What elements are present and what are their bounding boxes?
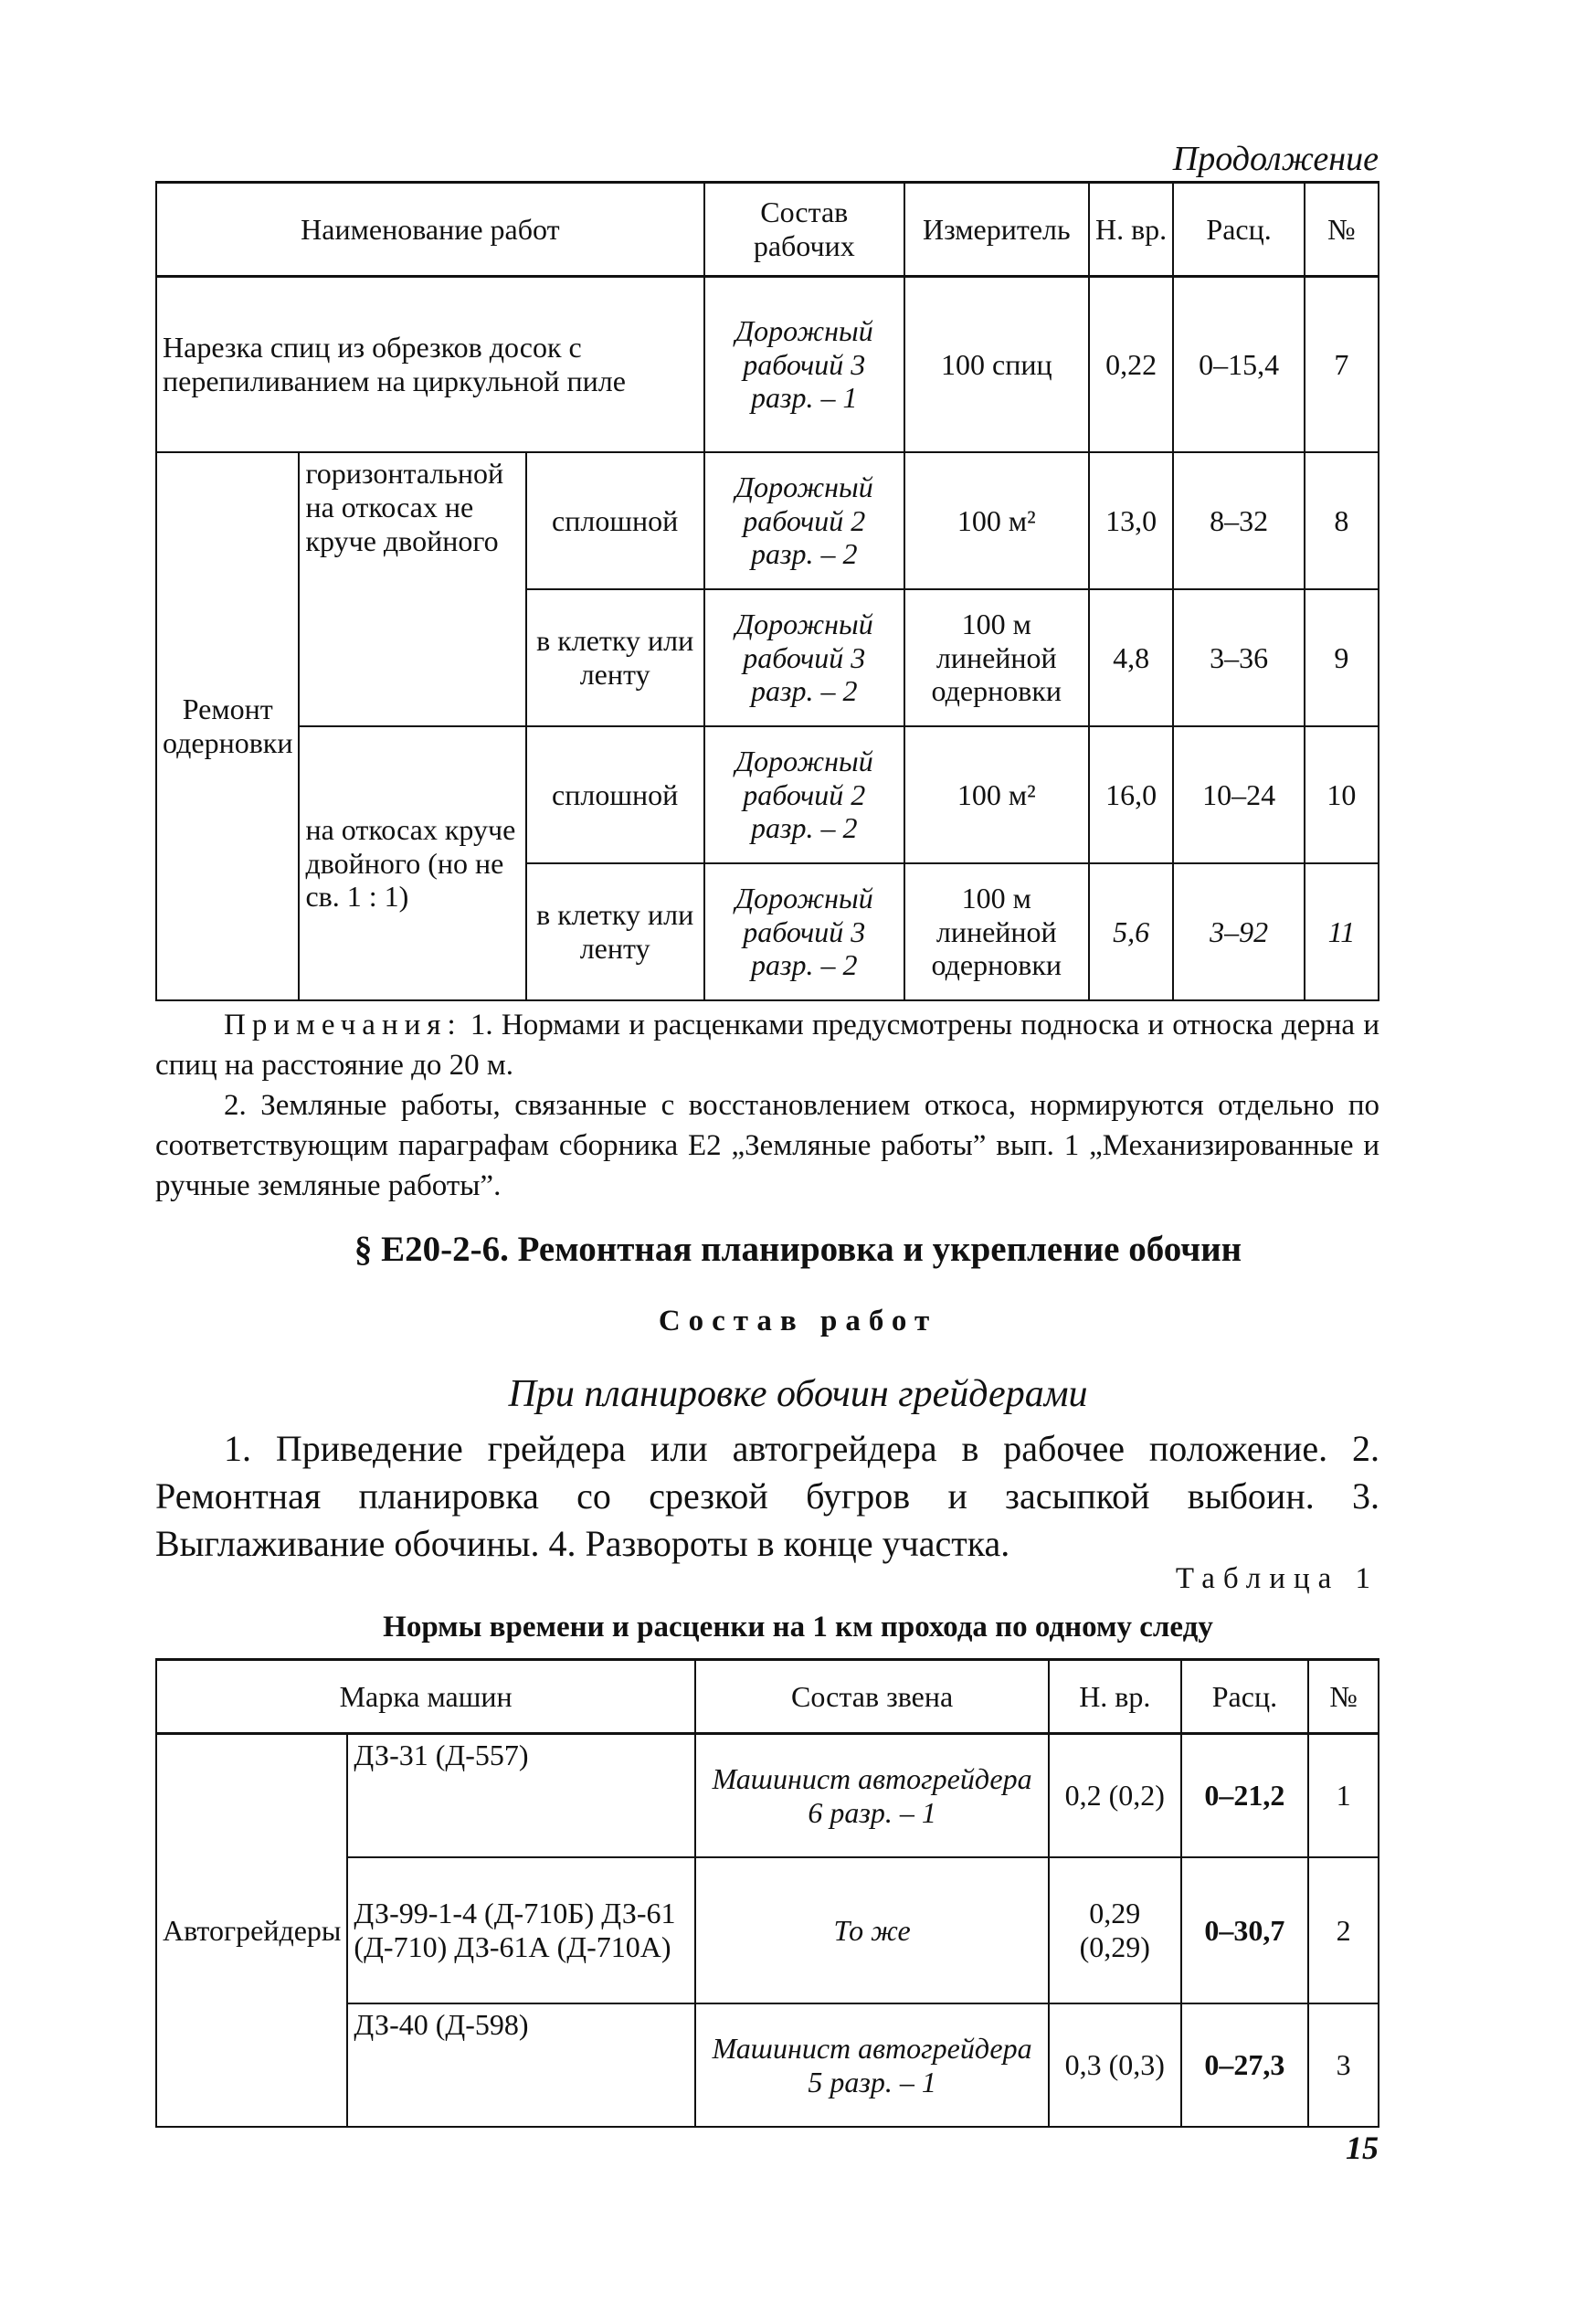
workers-cell: Дорожный рабочий 3 разр. – 2 xyxy=(704,589,904,726)
norm-cell: 0,22 xyxy=(1089,277,1174,453)
norm-cell: 5,6 xyxy=(1089,863,1174,1000)
continuation-label: Продолжение xyxy=(1172,140,1379,178)
table-row xyxy=(156,277,1379,453)
table-row xyxy=(156,1734,1379,1858)
workers-cell: Дорожный рабочий 2 разр. – 2 xyxy=(704,726,904,863)
table-header-row xyxy=(156,1660,1379,1734)
unit-cell: 100 спиц xyxy=(904,277,1089,453)
header-workers: Состав рабочих xyxy=(704,183,904,277)
group-cell: Ремонт одерновки xyxy=(156,452,299,1000)
header-norm: Н. вр. xyxy=(1049,1660,1181,1734)
table-label: Таблица 1 xyxy=(1175,1562,1379,1595)
norm-cell: 0,3 (0,3) xyxy=(1049,2003,1181,2127)
subgroup-cell: горизонтальной на откосах не круче двойного xyxy=(299,452,525,726)
page-number: 15 xyxy=(1346,2130,1379,2166)
type-cell: сплошной xyxy=(526,452,704,589)
note-2: 2. Земляные работы, связанные с восстановлением откоса, нормируются отдельно по соответствующим параграфам сборника Е2 „Земляные работы” вып. 1 „Механизированные и ручные земляные работы”. xyxy=(155,1089,1379,1202)
header-rate: Расц. xyxy=(1181,1660,1309,1734)
crew-cell: Машинист автогрейдера 5 разр. – 1 xyxy=(695,2003,1049,2127)
rate-cell: 3–36 xyxy=(1173,589,1305,726)
rate-cell: 8–32 xyxy=(1173,452,1305,589)
type-cell: сплошной xyxy=(526,726,704,863)
rate-cell: 0–21,2 xyxy=(1181,1734,1309,1858)
subsection-title: При планировке обочин грейдерами xyxy=(508,1373,1088,1415)
table-row xyxy=(156,726,1379,863)
number-cell: 3 xyxy=(1308,2003,1379,2127)
norm-cell: 4,8 xyxy=(1089,589,1174,726)
header-norm: Н. вр. xyxy=(1089,183,1174,277)
machine-cell: ДЗ-99-1-4 (Д-710Б) ДЗ-61 (Д-710) ДЗ-61А (Д-710А) xyxy=(347,1857,695,2003)
unit-cell: 100 м линейной одерновки xyxy=(904,863,1089,1000)
machine-cell: ДЗ-31 (Д-557) xyxy=(347,1734,695,1858)
norm-cell: 13,0 xyxy=(1089,452,1174,589)
machine-cell: ДЗ-40 (Д-598) xyxy=(347,2003,695,2127)
table-row xyxy=(156,452,1379,589)
number-cell: 11 xyxy=(1305,863,1379,1000)
rate-cell: 3–92 xyxy=(1173,863,1305,1000)
header-crew: Состав звена xyxy=(695,1660,1049,1734)
table-header-row xyxy=(156,183,1379,277)
group-cell: Автогрейдеры xyxy=(156,1734,347,2128)
section-title: § Е20-2-6. Ремонтная планировка и укрепление обочин xyxy=(354,1230,1242,1269)
number-cell: 8 xyxy=(1305,452,1379,589)
grader-norms-table xyxy=(155,1658,1379,2128)
work-norms-table xyxy=(155,181,1379,1001)
header-number: № xyxy=(1308,1660,1379,1734)
workers-cell: Дорожный рабочий 3 разр. – 1 xyxy=(704,277,904,453)
crew-cell: Машинист автогрейдера 6 разр. – 1 xyxy=(695,1734,1049,1858)
number-cell: 1 xyxy=(1308,1734,1379,1858)
number-cell: 2 xyxy=(1308,1857,1379,2003)
unit-cell: 100 м линейной одерновки xyxy=(904,589,1089,726)
norm-cell: 0,29 (0,29) xyxy=(1049,1857,1181,2003)
work-name: Нарезка спиц из обрезков досок с перепиливанием на циркульной пиле xyxy=(156,277,704,453)
header-unit: Измеритель xyxy=(904,183,1089,277)
crew-cell: То же xyxy=(695,1857,1049,2003)
type-cell: в клетку или ленту xyxy=(526,589,704,726)
note-1: 1. Нормами и расценками предусмотрены подноска и относка дерна и спиц на расстояние до 20 м. xyxy=(155,1009,1379,1082)
workers-cell: Дорожный рабочий 2 разр. – 2 xyxy=(704,452,904,589)
unit-cell: 100 м² xyxy=(904,452,1089,589)
header-rate: Расц. xyxy=(1173,183,1305,277)
rate-cell: 0–30,7 xyxy=(1181,1857,1309,2003)
unit-cell: 100 м² xyxy=(904,726,1089,863)
composition-title: Состав работ xyxy=(658,1305,938,1337)
rate-cell: 10–24 xyxy=(1173,726,1305,863)
number-cell: 10 xyxy=(1305,726,1379,863)
rate-cell: 0–27,3 xyxy=(1181,2003,1309,2127)
type-cell: в клетку или ленту xyxy=(526,863,704,1000)
header-machine: Марка машин xyxy=(156,1660,695,1734)
notes-label: Примечания: xyxy=(224,1009,462,1041)
rate-cell: 0–15,4 xyxy=(1173,277,1305,453)
norm-cell: 16,0 xyxy=(1089,726,1174,863)
notes-block xyxy=(155,1005,1379,1206)
number-cell: 9 xyxy=(1305,589,1379,726)
number-cell: 7 xyxy=(1305,277,1379,453)
table-caption: Нормы времени и расценки на 1 км прохода по одному следу xyxy=(383,1611,1213,1644)
norm-cell: 0,2 (0,2) xyxy=(1049,1734,1181,1858)
header-name: Наименование работ xyxy=(156,183,704,277)
work-steps-paragraph: 1. Приведение грейдера или автогрейдера в рабочее положение. 2. Ремонтная планировка со срезкой бугров и засыпкой выбоин. 3. Выглаживание обочины. 4. Развороты в конце участка. xyxy=(155,1428,1379,1564)
workers-cell: Дорожный рабочий 3 разр. – 2 xyxy=(704,863,904,1000)
subgroup-cell: на откосах круче двойного (но не св. 1 : 1) xyxy=(299,726,525,1000)
header-number: № xyxy=(1305,183,1379,277)
